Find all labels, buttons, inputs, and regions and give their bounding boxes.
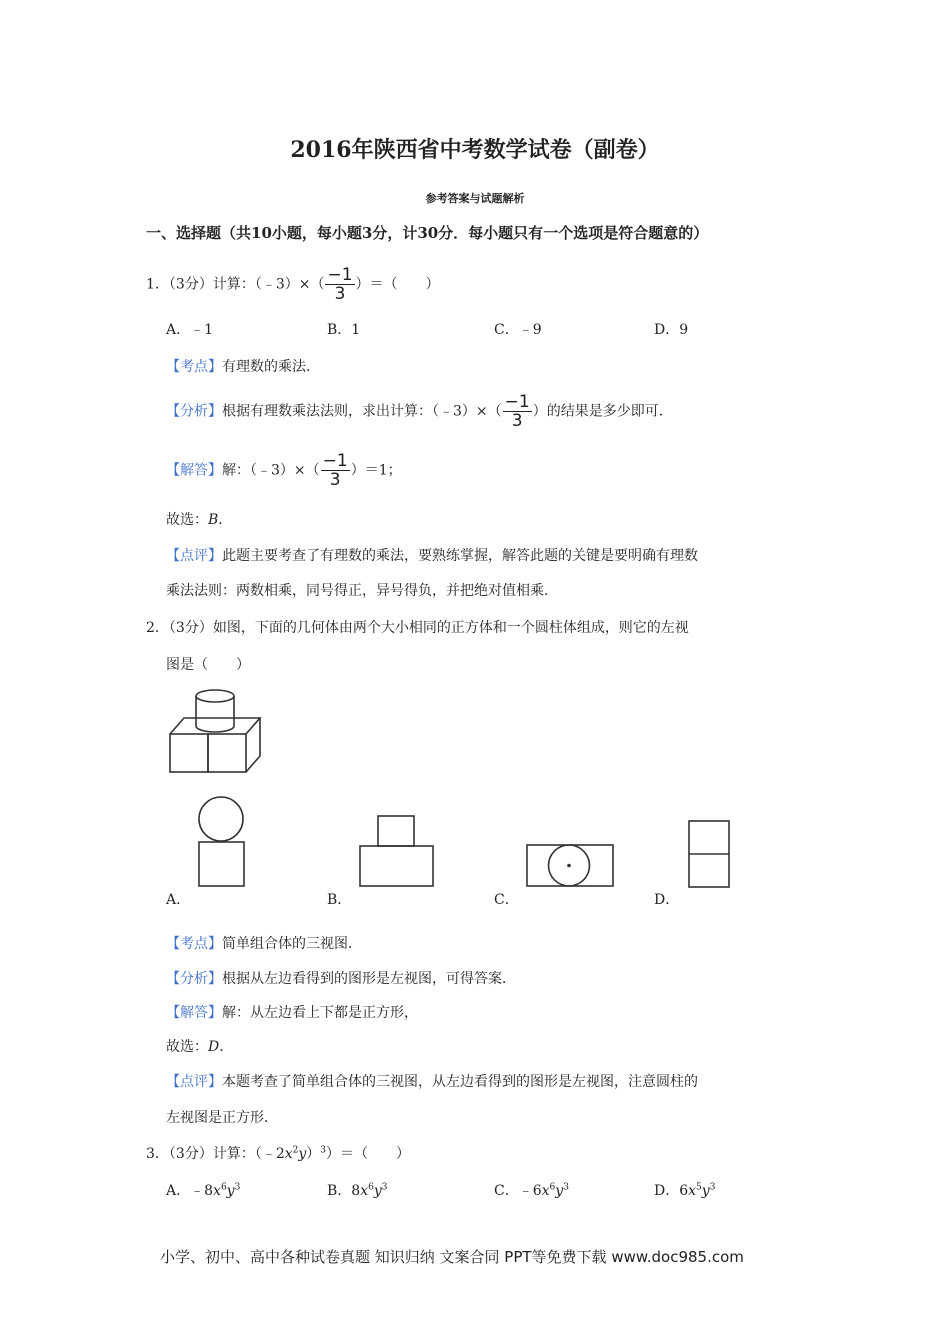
q2-option-a: A． [166, 892, 191, 908]
q1-stem [146, 266, 440, 303]
q3-option-b: B．$8x^6y^3$ [327, 1182, 388, 1199]
option-d-figure [688, 820, 730, 888]
q1-stem-prefix: 1．（3分）计算：（﹣3）×（ [146, 276, 325, 293]
q1-dianping-cont: 乘法法则：两数相乘，同号得正，异号得负，并把绝对值相乘． [166, 583, 558, 599]
q2-jieda: 【解答】解：从左边看上下都是正方形， [166, 1005, 418, 1021]
fraction: $\frac{-1}{3}$ [327, 265, 353, 304]
q2-kaodian: 【考点】简单组合体的三视图． [166, 936, 362, 952]
q2-dianping: 【点评】本题考查了简单组合体的三视图，从左边看得到的图形是左视图，注意圆柱的 [166, 1074, 698, 1090]
q1-fenxi: 【分析】根据有理数乘法法则，求出计算：（﹣3）×（ $\frac{-1}{3}$ ）的结果是多少即可． [166, 392, 673, 431]
q2-answer: 故选：D． [166, 1039, 234, 1055]
q1-option-c: C．﹣9 [494, 322, 542, 338]
q2-option-b: B． [327, 892, 352, 908]
q1-kaodian: 【考点】有理数的乘法． [166, 359, 320, 375]
q2-stem-cont: 图是（ ） [166, 657, 250, 673]
q1-dianping: 【点评】此题主要考查了有理数的乘法，要熟练掌握，解答此题的关键是要明确有理数 [166, 548, 698, 564]
solid-figure [166, 686, 276, 778]
section-heading: 一、选择题（共10小题，每小题3分，计30分．每小题只有一个选项是符合题意的） [146, 224, 709, 242]
q1-option-a: A．﹣1 [166, 322, 214, 338]
q2-option-c: C． [494, 892, 519, 908]
q3-option-c: C．$﹣6x^6y^3$ [494, 1182, 569, 1199]
q2-fenxi: 【分析】根据从左边看得到的图形是左视图，可得答案． [166, 971, 516, 987]
page-footer: 小学、初中、高中各种试卷真题 知识归纳 文案合同 PPT等免费下载 www.doc985.com [160, 1248, 744, 1266]
option-c-figure [526, 844, 614, 888]
q1-option-b: B．1 [327, 322, 361, 338]
q2-option-d: D． [654, 892, 680, 908]
page-title: 2016年陕西省中考数学试卷（副卷） [290, 137, 660, 163]
q3-option-d: D．$6x^5y^3$ [654, 1182, 716, 1199]
fraction: $\frac{-1}{3}$ [504, 392, 530, 431]
q1-jieda: 【解答】解：（﹣3）×（ $\frac{-1}{3}$ ）＝1； [166, 451, 402, 490]
page-subtitle: 参考答案与试题解析 [425, 192, 525, 205]
q1-option-d: D．9 [654, 322, 689, 338]
option-a-figure [198, 796, 246, 888]
q1-answer: 故选：B． [166, 512, 233, 528]
option-b-figure [359, 814, 435, 888]
q2-dianping-cont: 左视图是正方形． [166, 1110, 278, 1126]
q3-option-a: A．$﹣8x^6y^3$ [166, 1182, 241, 1199]
q2-stem: 2．（3分）如图，下面的几何体由两个大小相同的正方体和一个圆柱体组成，则它的左视 [146, 620, 689, 636]
fraction: $\frac{-1}{3}$ [322, 451, 348, 490]
q3-stem: 3．（3分）计算：$(﹣2x^2y)^3)=$（ ） [146, 1145, 411, 1162]
q1-stem-suffix: ）＝（ ） [355, 276, 440, 293]
